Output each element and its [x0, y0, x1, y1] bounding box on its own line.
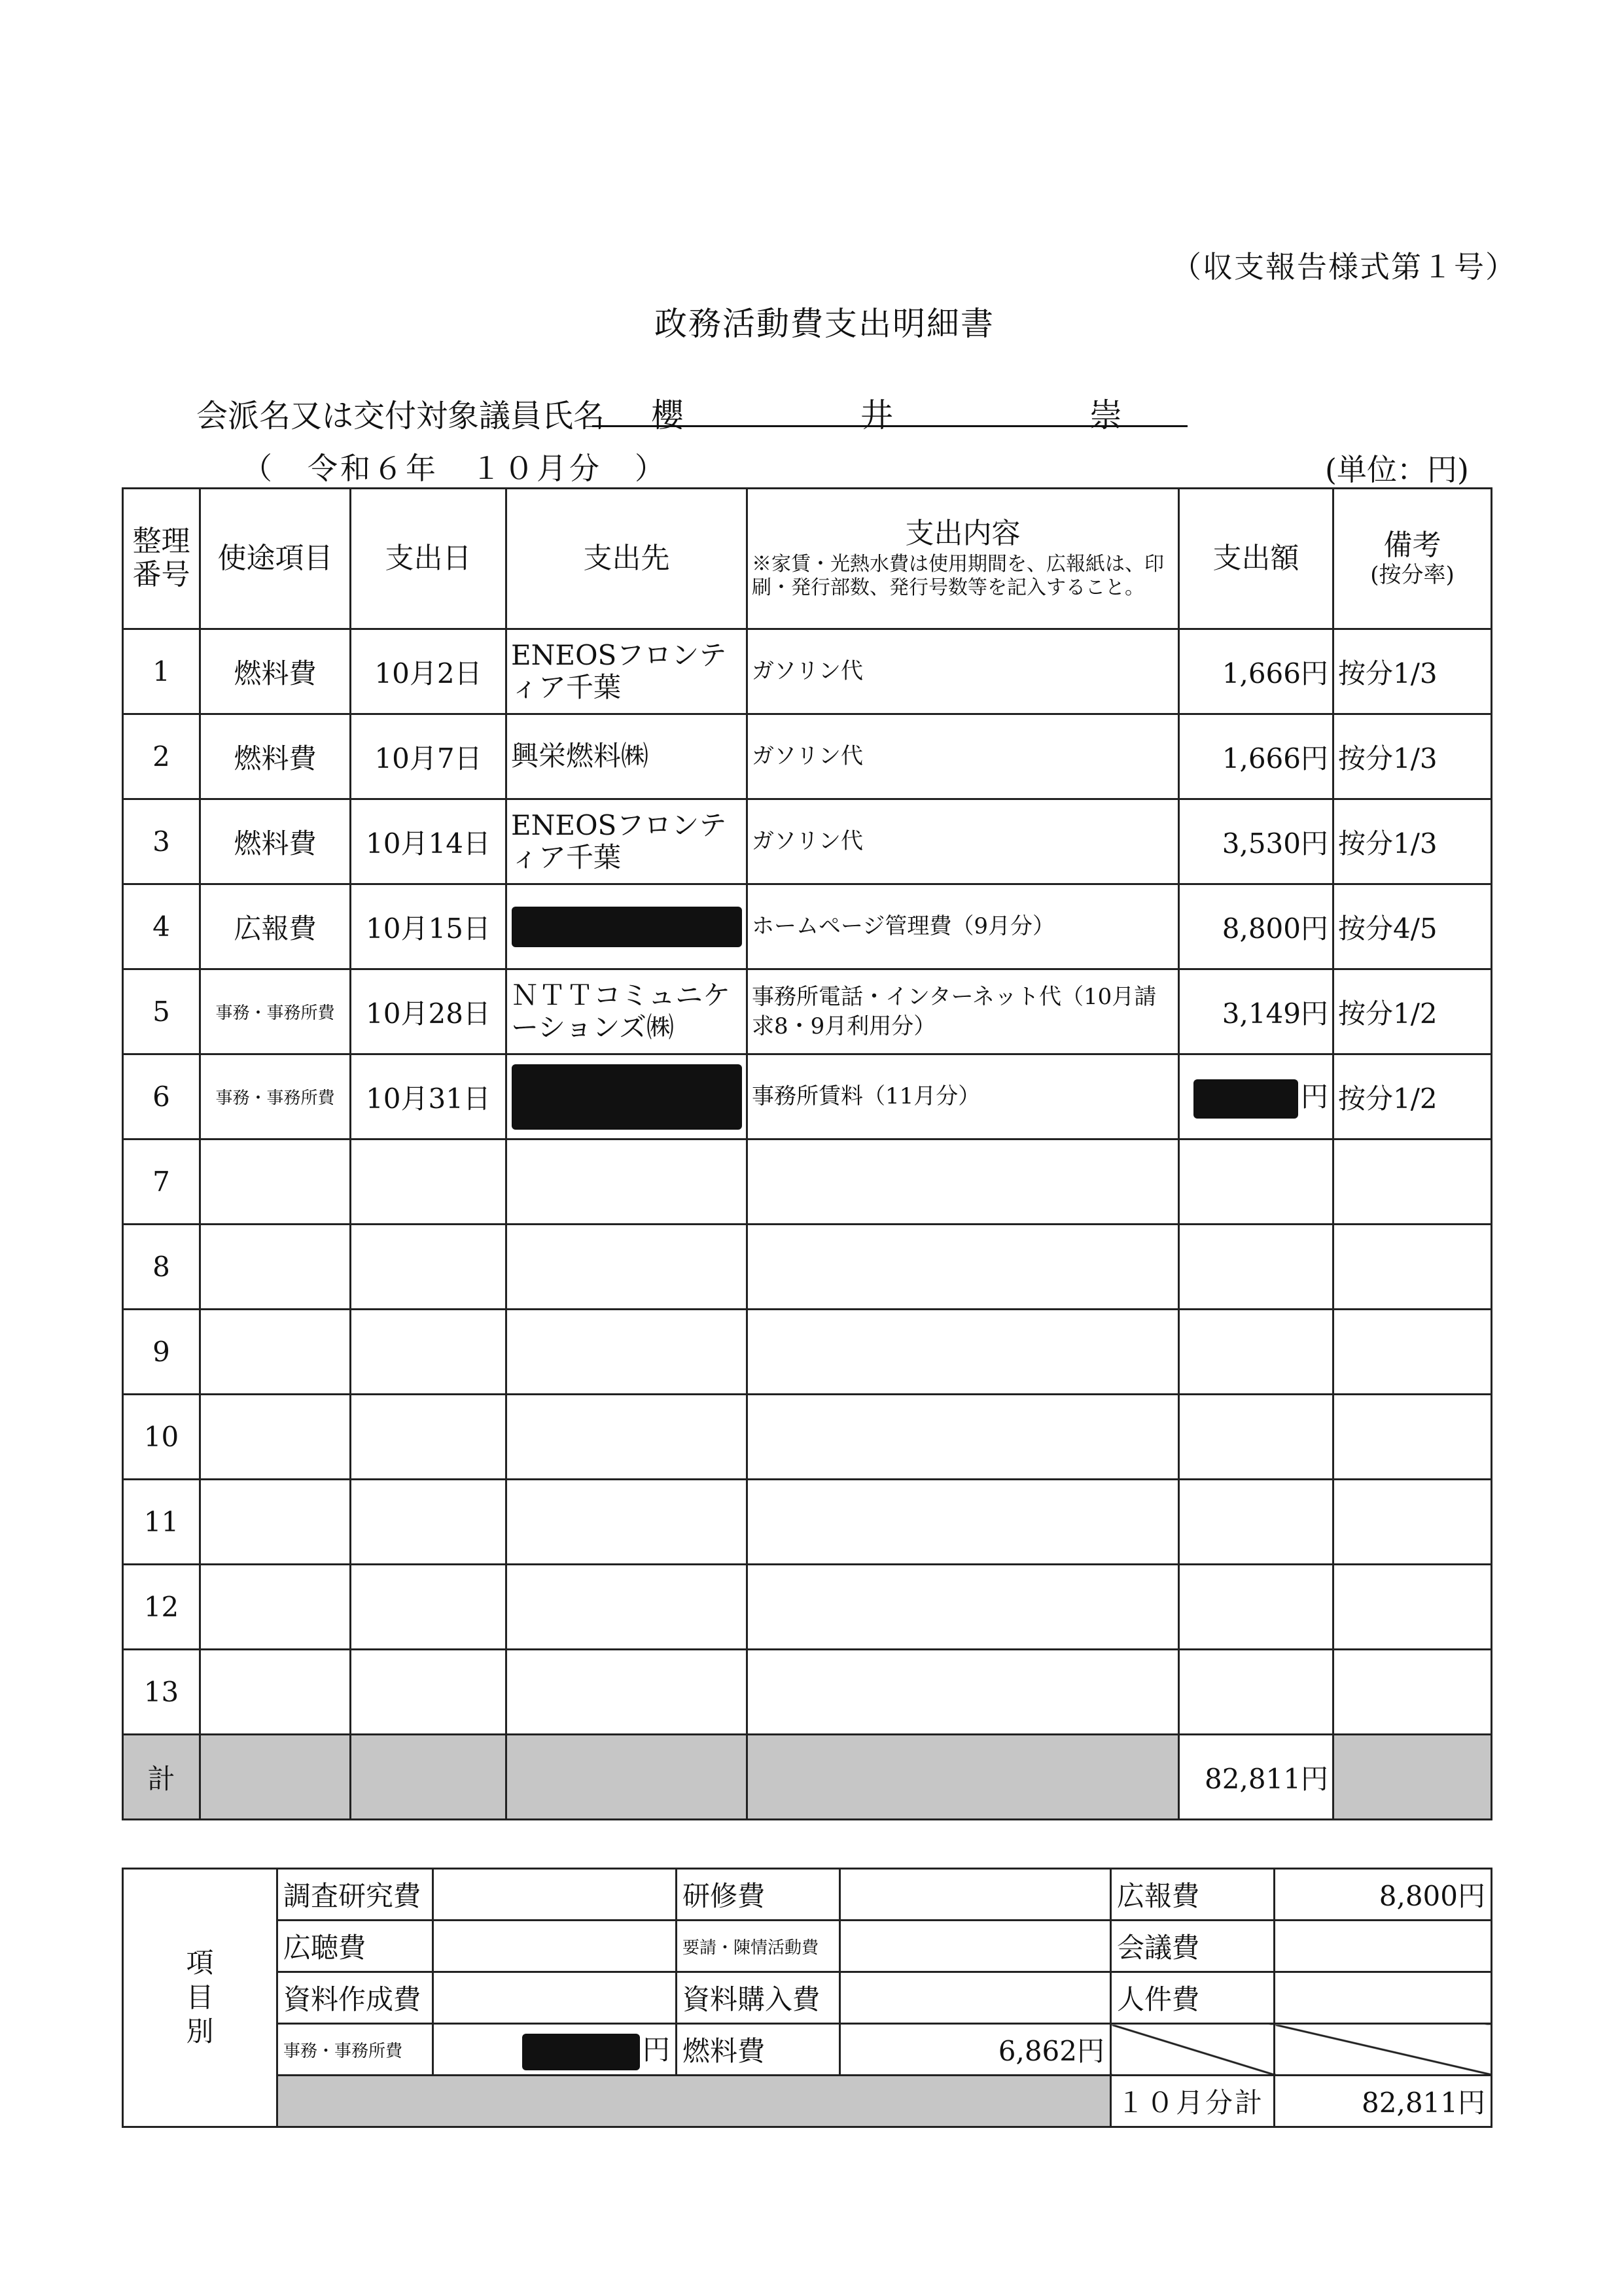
row-content — [747, 1480, 1179, 1565]
row-number: 4 — [123, 884, 200, 969]
summary-label-petition: 要請・陳情活動費 — [677, 1921, 840, 1972]
row-amount — [1179, 1139, 1333, 1225]
row-date: 10月2日 — [351, 629, 506, 714]
row-number: 2 — [123, 714, 200, 799]
row-purpose — [200, 1650, 351, 1735]
summary-label-research: 調査研究費 — [277, 1869, 433, 1921]
total-shaded-cell — [200, 1735, 351, 1820]
row-number: 10 — [123, 1395, 200, 1480]
summary-side-label: 項目別 — [123, 1869, 277, 2127]
row-amount — [1179, 1395, 1333, 1480]
row-payee — [506, 1054, 747, 1139]
summary-row — [123, 2024, 1492, 2076]
summary-label-hearing: 広聴費 — [277, 1921, 433, 1972]
form-number: （収支報告様式第１号） — [1171, 249, 1517, 285]
row-purpose: 燃料費 — [200, 714, 351, 799]
row-payee — [506, 1139, 747, 1225]
category-summary-table — [122, 1868, 1492, 2128]
row-payee — [506, 884, 747, 969]
row-number: 3 — [123, 799, 200, 884]
unit-label: (単位：円) — [1325, 452, 1469, 487]
row-number: 11 — [123, 1480, 200, 1565]
summary-value-office-suffix: 円 — [642, 2034, 670, 2066]
row-number: 13 — [123, 1650, 200, 1735]
row-payee: ENEOSフロンティア千葉 — [506, 799, 747, 884]
row-amount-suffix: 円 — [1300, 1080, 1328, 1113]
row-amount: 1,666円 — [1179, 714, 1333, 799]
row-date — [351, 1225, 506, 1310]
row-purpose — [200, 1139, 351, 1225]
table-row — [123, 714, 1492, 799]
table-row — [123, 629, 1492, 714]
summary-label-office: 事務・事務所費 — [277, 2024, 433, 2076]
summary-label-pr: 広報費 — [1111, 1869, 1275, 1921]
row-amount: 3,149円 — [1179, 969, 1333, 1054]
total-shaded-cell — [351, 1735, 506, 1820]
row-date: 10月28日 — [351, 969, 506, 1054]
row-content — [747, 1395, 1179, 1480]
summary-label-fuel: 燃料費 — [677, 2024, 840, 2076]
total-shaded-cell — [1333, 1735, 1492, 1820]
header-remarks-sub: (按分率) — [1370, 561, 1455, 588]
summary-value-personnel — [1275, 1972, 1492, 2024]
member-name-char-2: 井 — [860, 396, 893, 434]
row-remarks: 按分1/3 — [1333, 799, 1492, 884]
total-shaded-cell — [747, 1735, 1179, 1820]
row-date — [351, 1480, 506, 1565]
summary-shaded-area — [277, 2076, 1111, 2127]
header-remarks-title: 備考 — [1383, 529, 1441, 563]
table-row — [123, 1225, 1492, 1310]
table-row — [123, 1139, 1492, 1225]
row-amount: 3,530円 — [1179, 799, 1333, 884]
row-amount: 8,800円 — [1179, 884, 1333, 969]
row-purpose — [200, 1565, 351, 1650]
row-amount: 1,666円 — [1179, 629, 1333, 714]
redaction-block — [512, 1064, 742, 1130]
header-content — [747, 489, 1179, 629]
row-payee — [506, 1225, 747, 1310]
summary-row — [123, 1869, 1492, 1921]
row-remarks — [1333, 1565, 1492, 1650]
row-remarks — [1333, 1139, 1492, 1225]
summary-label-meeting: 会議費 — [1111, 1921, 1275, 1972]
row-date — [351, 1395, 506, 1480]
row-payee: ENEOSフロンティア千葉 — [506, 629, 747, 714]
row-remarks — [1333, 1310, 1492, 1395]
row-payee — [506, 1650, 747, 1735]
row-purpose: 燃料費 — [200, 799, 351, 884]
row-number: 6 — [123, 1054, 200, 1139]
row-number: 9 — [123, 1310, 200, 1395]
row-purpose: 事務・事務所費 — [200, 969, 351, 1054]
row-remarks: 按分1/2 — [1333, 1054, 1492, 1139]
summary-value-petition — [840, 1921, 1111, 1972]
table-row — [123, 1565, 1492, 1650]
row-number: 12 — [123, 1565, 200, 1650]
total-amount: 82,811円 — [1179, 1735, 1333, 1820]
row-content — [747, 1310, 1179, 1395]
row-payee — [506, 1310, 747, 1395]
summary-month-total-label: １０月分計 — [1111, 2076, 1275, 2127]
row-remarks: 按分4/5 — [1333, 884, 1492, 969]
document-title: 政務活動費支出明細書 — [654, 305, 995, 343]
header-number: 整理番号 — [123, 489, 200, 629]
row-purpose: 広報費 — [200, 884, 351, 969]
header-amount: 支出額 — [1179, 489, 1333, 629]
header-remarks — [1333, 489, 1492, 629]
table-row — [123, 884, 1492, 969]
row-number: 7 — [123, 1139, 200, 1225]
row-content — [747, 1139, 1179, 1225]
summary-value-meeting — [1275, 1921, 1492, 1972]
row-content: 事務所賃料（11月分） — [747, 1054, 1179, 1139]
table-row — [123, 1650, 1492, 1735]
redaction-block — [1193, 1079, 1298, 1119]
summary-row — [123, 1972, 1492, 2024]
total-shaded-cell — [506, 1735, 747, 1820]
table-row — [123, 1480, 1492, 1565]
row-purpose: 燃料費 — [200, 629, 351, 714]
row-amount — [1179, 1054, 1333, 1139]
row-content: ガソリン代 — [747, 799, 1179, 884]
association-label: 会派名又は交付対象議員氏名 — [196, 398, 605, 434]
row-payee: 興栄燃料㈱ — [506, 714, 747, 799]
summary-value-fuel: 6,862円 — [840, 2024, 1111, 2076]
name-underline — [592, 425, 1188, 427]
summary-month-total-value: 82,811円 — [1275, 2076, 1492, 2127]
summary-value-office — [433, 2024, 677, 2076]
row-content: 事務所電話・インターネット代（10月請求8・9月利用分） — [747, 969, 1179, 1054]
header-payee: 支出先 — [506, 489, 747, 629]
row-date: 10月31日 — [351, 1054, 506, 1139]
row-number: 1 — [123, 629, 200, 714]
summary-label-personnel: 人件費 — [1111, 1972, 1275, 2024]
summary-value-training — [840, 1869, 1111, 1921]
row-payee — [506, 1395, 747, 1480]
row-purpose — [200, 1225, 351, 1310]
header-content-note: ※家賃・光熱水費は使用期間を、広報紙は、印刷・発行部数、発行号数等を記入すること。 — [752, 553, 1164, 600]
row-content — [747, 1225, 1179, 1310]
summary-value-research — [433, 1869, 677, 1921]
table-row — [123, 1395, 1492, 1480]
row-remarks — [1333, 1480, 1492, 1565]
row-date — [351, 1139, 506, 1225]
member-name-char-1: 櫻 — [651, 396, 684, 434]
expense-table — [122, 487, 1492, 1820]
row-amount — [1179, 1650, 1333, 1735]
row-remarks — [1333, 1650, 1492, 1735]
row-content: ガソリン代 — [747, 629, 1179, 714]
table-row — [123, 1054, 1492, 1139]
row-date — [351, 1650, 506, 1735]
row-date: 10月15日 — [351, 884, 506, 969]
row-content — [747, 1565, 1179, 1650]
summary-value-docmaking — [433, 1972, 677, 2024]
total-row — [123, 1735, 1492, 1820]
redaction-block — [522, 2034, 640, 2070]
row-purpose: 事務・事務所費 — [200, 1054, 351, 1139]
summary-value-docpurchase — [840, 1972, 1111, 2024]
row-amount — [1179, 1310, 1333, 1395]
summary-slashed-cell — [1111, 2024, 1275, 2076]
row-number: 5 — [123, 969, 200, 1054]
row-amount — [1179, 1225, 1333, 1310]
row-content — [747, 1650, 1179, 1735]
row-purpose — [200, 1395, 351, 1480]
row-date: 10月7日 — [351, 714, 506, 799]
row-remarks: 按分1/3 — [1333, 714, 1492, 799]
row-content: ガソリン代 — [747, 714, 1179, 799]
header-date: 支出日 — [351, 489, 506, 629]
row-amount — [1179, 1565, 1333, 1650]
row-date — [351, 1310, 506, 1395]
summary-label-docmaking: 資料作成費 — [277, 1972, 433, 2024]
header-purpose: 使途項目 — [200, 489, 351, 629]
row-purpose — [200, 1310, 351, 1395]
row-remarks — [1333, 1395, 1492, 1480]
member-name-char-3: 崇 — [1089, 396, 1122, 434]
row-purpose — [200, 1480, 351, 1565]
row-number: 8 — [123, 1225, 200, 1310]
total-label: 計 — [123, 1735, 200, 1820]
summary-row — [123, 1921, 1492, 1972]
row-content: ホームページ管理費（9月分） — [747, 884, 1179, 969]
row-amount — [1179, 1480, 1333, 1565]
summary-value-pr: 8,800円 — [1275, 1869, 1492, 1921]
reporting-period: （ 令和６年 １０月分 ） — [242, 451, 667, 486]
row-payee — [506, 1565, 747, 1650]
row-payee: ＮＴＴコミュニケーションズ㈱ — [506, 969, 747, 1054]
row-date: 10月14日 — [351, 799, 506, 884]
table-row — [123, 799, 1492, 884]
summary-label-docpurchase: 資料購入費 — [677, 1972, 840, 2024]
row-payee — [506, 1480, 747, 1565]
header-content-title: 支出内容 — [905, 516, 1021, 550]
redaction-block — [512, 907, 742, 947]
row-date — [351, 1565, 506, 1650]
summary-row — [123, 2076, 1492, 2127]
row-remarks: 按分1/3 — [1333, 629, 1492, 714]
table-row — [123, 1310, 1492, 1395]
row-remarks — [1333, 1225, 1492, 1310]
summary-slashed-cell — [1275, 2024, 1492, 2076]
summary-value-hearing — [433, 1921, 677, 1972]
summary-label-training: 研修費 — [677, 1869, 840, 1921]
table-header-row — [123, 489, 1492, 629]
table-row — [123, 969, 1492, 1054]
row-remarks: 按分1/2 — [1333, 969, 1492, 1054]
